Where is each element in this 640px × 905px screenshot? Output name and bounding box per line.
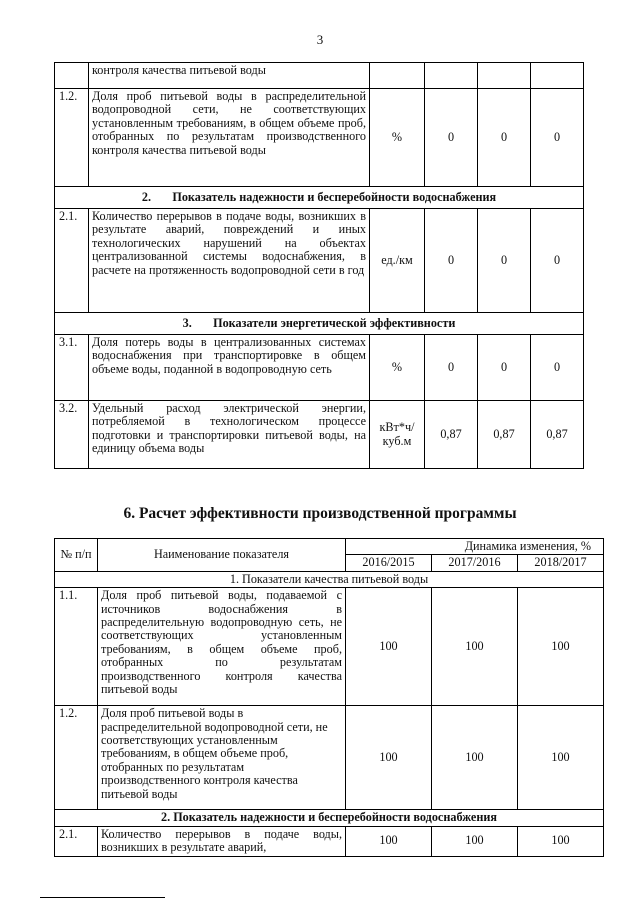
indicator-name: Доля проб питьевой воды в распределительной водопроводной сети, не соответствующих установленным требованиям, в общем объеме проб, отобранных по результатам производственного контроля качества питьевой воды (98, 706, 346, 810)
value-cell: 0,87 (478, 401, 531, 469)
table-row (55, 706, 604, 810)
unit-cell: кВт*ч/ куб.м (370, 401, 425, 469)
section-heading: 6. Расчет эффективности производственной программы (123, 505, 517, 522)
header-dynamics: Динамика изменения, % (346, 539, 604, 555)
section-title: 2. Показатель надежности и бесперебойности водоснабжения (55, 810, 604, 826)
row-number: 3.1. (55, 335, 89, 401)
value-cell: 100 (346, 826, 432, 856)
value-cell: 0 (478, 89, 531, 187)
indicators-table (54, 62, 584, 469)
value-cell: 0 (531, 335, 584, 401)
header-num: № п/п (55, 539, 98, 572)
value-cell: 100 (432, 706, 518, 810)
section-row (55, 313, 584, 335)
efficiency-table (54, 538, 604, 857)
row-number: 3.2. (55, 401, 89, 469)
section-title: 3. Показатели энергетической эффективности (55, 313, 584, 335)
unit-cell: % (370, 335, 425, 401)
section-title: 1. Показатели качества питьевой воды (55, 571, 604, 587)
indicator-name: Доля потерь воды в централизованных системах водоснабжения при транспортировке в общем объеме воды, поданной в водопроводную сеть (89, 335, 370, 401)
value-cell: 0 (531, 209, 584, 313)
section-row (55, 187, 584, 209)
page-number: 3 (316, 32, 324, 47)
table-row (55, 401, 584, 469)
table-row (55, 588, 604, 706)
section-title: 2. Показатель надежности и бесперебойности водоснабжения (55, 187, 584, 209)
indicator-name: контроля качества питьевой воды (89, 63, 370, 89)
indicator-name: Доля проб питьевой воды в распределительной водопроводной сети, не соответствующих установленным требованиям, в общем объеме проб, отобранных по результатам производственного контроля качества питьевой воды (89, 89, 370, 187)
header-year: 2018/2017 (518, 555, 604, 571)
value-cell: 0 (425, 209, 478, 313)
value-cell: 0,87 (531, 401, 584, 469)
header-year: 2017/2016 (432, 555, 518, 571)
row-number: 1.2. (55, 706, 98, 810)
value-cell (531, 63, 584, 89)
value-cell: 100 (346, 588, 432, 706)
value-cell: 0 (425, 89, 478, 187)
footnote-divider (40, 897, 165, 898)
row-number: 1.2. (55, 89, 89, 187)
table-row (55, 335, 584, 401)
table-row (55, 89, 584, 187)
row-number (55, 63, 89, 89)
table-row (55, 826, 604, 856)
indicator-name: Удельный расход электрической энергии, потребляемой в технологическом процессе подготовки и транспортировки питьевой воды, на единицу объема воды (89, 401, 370, 469)
indicator-name: Количество перерывов в подаче воды, возникших в результате аварий, повреждений и иных технологических нарушений на объектах централизованной системы водоснабжения, в расчете на протяженность водопроводной сети в год (89, 209, 370, 313)
value-cell: 100 (518, 826, 604, 856)
value-cell: 0 (478, 335, 531, 401)
section-row (55, 810, 604, 826)
indicator-name: Количество перерывов в подаче воды, возникших в результате аварий, (98, 826, 346, 856)
value-cell: 100 (432, 826, 518, 856)
row-number: 1.1. (55, 588, 98, 706)
value-cell: 0 (478, 209, 531, 313)
indicator-name: Доля проб питьевой воды, подаваемой с источников водоснабжения в распределительную водопроводную сеть, не соответствующих установленным требованиям, в общем объеме проб, отобранных по результатам производственного контроля качества питьевой воды (98, 588, 346, 706)
unit-cell (370, 63, 425, 89)
unit-cell: ед./км (370, 209, 425, 313)
value-cell (478, 63, 531, 89)
header-year: 2016/2015 (346, 555, 432, 571)
row-number: 2.1. (55, 209, 89, 313)
unit-cell: % (370, 89, 425, 187)
header-name: Наименование показателя (98, 539, 346, 572)
value-cell: 100 (518, 588, 604, 706)
section-row (55, 571, 604, 587)
value-cell: 100 (346, 706, 432, 810)
header-row (55, 539, 604, 555)
value-cell (425, 63, 478, 89)
value-cell: 0 (531, 89, 584, 187)
table-row (55, 209, 584, 313)
value-cell: 100 (518, 706, 604, 810)
value-cell: 100 (432, 588, 518, 706)
table-row (55, 63, 584, 89)
value-cell: 0,87 (425, 401, 478, 469)
row-number: 2.1. (55, 826, 98, 856)
value-cell: 0 (425, 335, 478, 401)
